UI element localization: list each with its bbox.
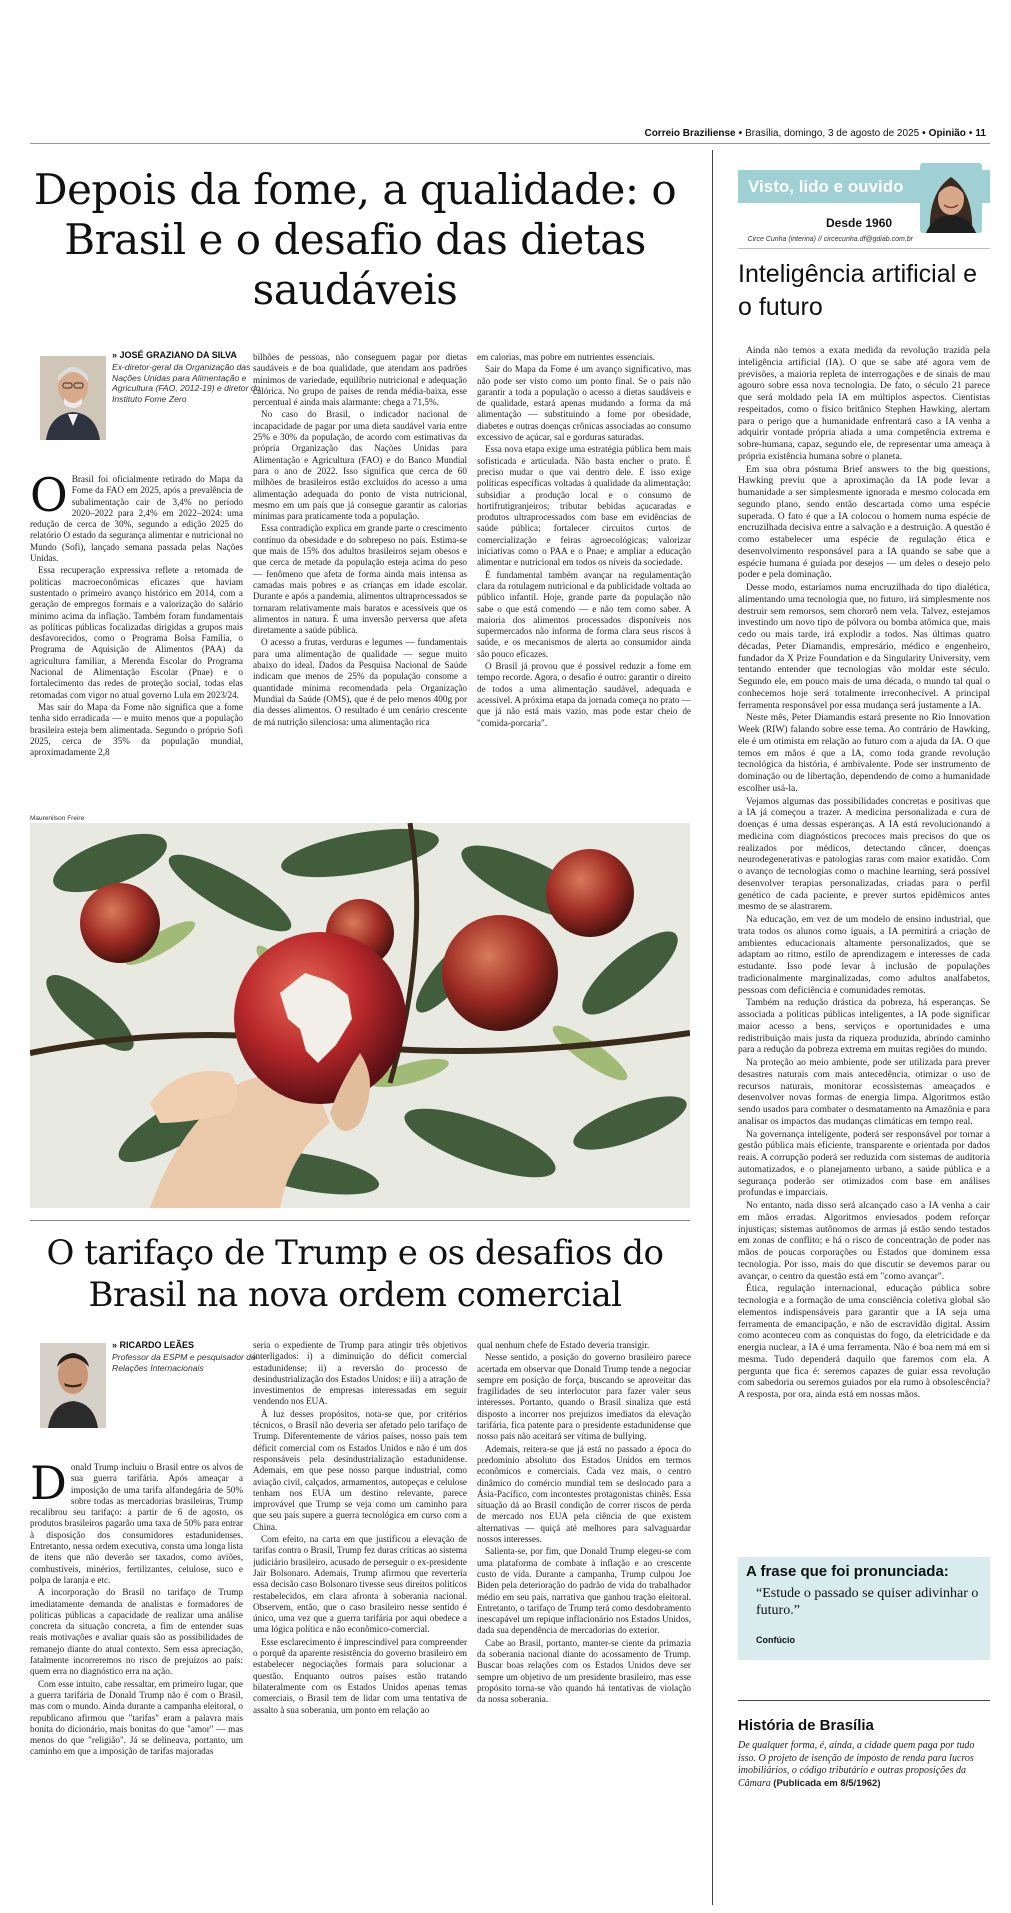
article2-dropcap: D bbox=[30, 1462, 67, 1510]
paragraph: O Brasil já provou que é possível reduzir a fome em tempo recorde. Agora, o desafio é outro: garantir o direito de todos a uma alimentação saudável, adequada e acessível. A próxima etapa da jornada começa no prato — que já não está mais vazio, mas pode estar cheio de "comida-porcaria". bbox=[477, 661, 691, 728]
paragraph: Também na redução drástica da pobreza, há esperanças. Se associada a políticas públicas inteligentes, a IA pode significar maior acesso a bens, serviços e oportunidades e uma redistribuição mais justa da riqueza produzida, abrindo caminho para a redução da pobreza extrema em muitas regiões do mundo. bbox=[738, 997, 990, 1056]
paragraph: Com efeito, na carta em que justificou a elevação de tarifas contra o Brasil, Trump fez duras críticas ao sistema judiciário brasileiro, acusado de perseguir o ex-presidente Jair Bolsonaro. Ademais, Trump afirmou que reverteria essa decisão caso Bolsonaro tivesse seus direitos políticos restabelecidos, em clara afronta à soberania nacional. Observem, então, que o caso brasileiro nesse sentido é único, uma vez que a guerra tarifária por aqui obedece a uma lógica política e não econômico-comercial. bbox=[253, 1534, 467, 1635]
paragraph: Nesse sentido, a posição do governo brasileiro parece acertada em observar que Donald Trump tende a negociar sempre em posição de força, buscando se aproveitar das fragilidades de seu interlocutor para fazer valer seus interesses. Portanto, quando o Brasil sinaliza que está disposto a incorrer nos prejuízos imediatos da elevação tarifária, fica patente para o presidente estadunidense que nosso país não aceitará ser vítima de bullying. bbox=[477, 1352, 691, 1442]
photo-credit: Maurenilson Freire bbox=[30, 815, 85, 822]
paragraph: onald Trump incluiu o Brasil entre os alvos de sua guerra tarifária. Após ameaçar a imposição de uma tarifa alfandegária de 50% sobre todas as mercadorias brasileiras, Trump recalibrou seu tarifaço: a partir de 6 de agosto, os produtos brasileiros pagarão uma taxa de 50% para entrar à disposição dos consumidores estadunidenses. Entretanto, nessa ordem executiva, consta uma longa lista de itens que não deverão ser taxados, como aviões, combustíveis, minérios, fertilizantes, celulose, suco e polpa de laranja e etc. bbox=[30, 1462, 243, 1585]
quote-text: “Estude o passado se quiser adivinhar o futuro.” bbox=[756, 1586, 979, 1618]
author2-photo bbox=[40, 1343, 106, 1428]
article2-column2 bbox=[253, 1340, 467, 1902]
paragraph: No caso do Brasil, o indicador nacional de incapacidade de pagar por uma dieta saudável varia entre 25% e 30% da população, de acordo com estimativas da própria Organização das Nações Unidas para Alimentação e Agricultura (FAO) e do Banco Mundial para o ano de 2022. Isso significa que cerca de 60 milhões de brasileiros estão excluídos do acesso a uma alimentação adequada do ponto de vista nutricional, mesmo em um país que já consegue garantir as calorias mínimas para praticamente toda a população. bbox=[253, 409, 467, 522]
paragraph: O acesso a frutas, verduras e legumes — fundamentais para uma alimentação de qualidade — segue muito abaixo do ideal. Dados da Pesquisa Nacional de Saúde indicam que menos de 25% da população consome a quantidade mínima recomendada pela Organização Mundial da Saúde (OMS), que é de pelo menos 400g por dia desses alimentos. O resultado é um cenário crescente de má nutrição silenciosa: uma alimentação rica bbox=[253, 637, 467, 727]
place-date: Brasília, domingo, 3 de agosto de 2025 bbox=[745, 128, 920, 139]
columnist-photo bbox=[920, 163, 982, 233]
paragraph: Salienta-se, por fim, que Donald Trump elegeu-se com uma plataforma de combate à inflação e ao crescente custo de vida. Durante a campanha, Trump culpou Joe Biden pela deterioração do padrão de vida do trabalhador médio em seu país, narrativa que ganhou tração eleitoral. Entretanto, o tarifaço de Trump terá como desdobramento inescapável um repique inflacionário nos Estados Unidos, dada sua dependência de mercadorias do exterior. bbox=[477, 1546, 691, 1636]
paragraph: qual nenhum chefe de Estado deveria transigir. bbox=[477, 1340, 650, 1350]
history-rule bbox=[738, 1700, 990, 1701]
author1-name: » JOSÉ GRAZIANO DA SILVA bbox=[112, 350, 237, 360]
paragraph: Ainda não temos a exata medida da revolução trazida pela inteligência artificial (IA). O que se sabe até agora vem de previsões, a maioria repleta de interrogações e de sinais de mau agouro sobre essa nova tecnologia. De fato, o século 21 parece que será moldado pela IA em múltiplos aspectos. Cientistas respeitados, como o físico britânico Stephen Hawking, alertam para o perigo que a humanidade enfrentará caso a IA venha a adquirir vontade própria aliada a uma competência extrema e sobre-humana, capaz, segundo ele, de representar uma ameaça à própria existência humana sobre o planeta. bbox=[738, 345, 990, 462]
paragraph: seria o expediente de Trump para atingir três objetivos interligados: i) a diminuição do déficit comercial estadunidense; ii) a reversão do processo de desindustrialização dos Estados Unidos; e iii) a atração de investimentos de empresas interessadas em seguir vendendo nos EUA. bbox=[253, 1340, 467, 1407]
paragraph: No entanto, nada disso será alcançado caso a IA venha a cair em mãos erradas. Algoritmos enviesados podem reforçar injustiças; sistemas autônomos de armas já estão sendo testados em zonas de conflito; e há o risco de concentração de poder nas mãos de poucas corporações ou Estados que dominem essa tecnologia. Por isso, mais do que discutir se devemos parar ou avançar, o centro da questão está em "como avançar". bbox=[738, 1200, 990, 1282]
article2-column1 bbox=[30, 1462, 243, 1902]
since-label: Desde 1960 bbox=[826, 216, 893, 230]
author1-photo bbox=[40, 356, 106, 440]
paragraph: Na proteção ao meio ambiente, pode ser utilizada para prever desastres naturais com mais antecedência, otimizar o uso de recursos naturais, monitorar ecossistemas ameaçados e desenvolver novas formas de energia limpa. Algoritmos estão sendo usados para combater o desmatamento na Amazônia e para analisar os impactos das mudanças climáticas em tempo real. bbox=[738, 1057, 990, 1127]
paragraph: Ademais, reitera-se que já está no passado a época do predomínio absoluto dos Estados Unidos em termos econômicos e comerciais. Cada vez mais, o centro dinâmico do comércio mundial tem se deslocado para a Ásia-Pacífico, com incontestes protagonistas chinês. Essa situação dá ao Brasil condição de correr riscos de perda de mercado nos EUA pela ciência de que existem alternativas — quiçá até melhores para salvaguardar nossos interesses. bbox=[477, 1443, 691, 1545]
paragraph: Brasil foi oficialmente retirado do Mapa da Fome da FAO em 2025, após a prevalência de subalimentação cair de 3,4% no período 2020–2022 para 2,4% em 2022–2024: uma redução de cerca de 30%, segundo a edição 2025 do relatório O estado da segurança alimentar e nutricional no Mundo (Sofi), lançado semana passada pelas Nações Unidas. bbox=[30, 474, 243, 564]
section-name: Opinião bbox=[928, 128, 966, 139]
paragraph: Essa nova etapa exige uma estratégia pública bem mais sofisticada e articulada. Não basta encher o prato. É preciso mudar o que vai dentro dele. E isso exige políticas específicas voltadas à qualidade da alimentação: subsidiar a produção local e o consumo de hortifrutigranjeiros; tributar bebidas açucaradas e produtos ultraprocessados com base em evidências de saúde pública; fortalecer circuitos curtos de comercialização e feiras agroecológicas; valorizar iniciativas como o PAA e o Pnae; e ampliar a educação alimentar e nutricional em todos os níveis da sociedade. bbox=[477, 444, 691, 568]
article2-headline: O tarifaço de Trump e os desafios do Brasil na nova ordem comercial bbox=[46, 1233, 664, 1315]
quote-author: Confúcio bbox=[756, 1635, 795, 1645]
article1-column2 bbox=[253, 352, 467, 804]
paragraph: Essa contradição explica em grande parte o crescimento contínuo da obesidade e do sobrepeso no país. Estima-se que mais de 15% dos adultos brasileiros sejam obesos e que cerca de metade da população esteja acima do peso — fenômeno que afeta de forma ainda mais intensa as camadas mais pobres e as crianças em idade escolar. Durante e após a pandemia, alimentos ultraprocessados se tornaram relativamente mais baratos e acessíveis que os alimentos in natura. É uma inversão perversa que afeta diretamente a saúde pública. bbox=[253, 523, 467, 636]
paragraph: Essa recuperação expressiva reflete a retomada de políticas macroeconômicas eficazes que haviam sustentado o primeiro avanço histórico em 2014, com a geração de empregos formais e a valorização do salário mínimo acima da inflação. Também foram fundamentais as políticas públicas focalizadas dirigidas a grupos mais desfavorecidos, como o Programa Bolsa Família, o Programa de Aquisição de Alimentos (PAA) da agricultura familiar, a Merenda Escolar do Programa Nacional de Alimentação Escolar (Pnae) e o fortalecimento das redes de proteção social, todas elas retomadas com vigor no atual governo Lula em 2023/24. bbox=[30, 565, 243, 700]
column-title: Inteligência artificial e o futuro bbox=[738, 260, 978, 321]
apple-illustration bbox=[30, 823, 690, 1208]
page-header: Correio Braziliense • Brasília, domingo, 3 de agosto de 2025 • Opinião • 11 bbox=[644, 128, 986, 139]
header-rule bbox=[30, 143, 990, 144]
paragraph: Sair do Mapa da Fome é um avanço significativo, mas não pode ser visto como um ponto final. Se o país não garantir a toda a população o acesso a dietas saudáveis e de qualidade, estará apenas mudando a forma da má alimentação — substituindo a fome por obesidade, diabetes e outras doenças crônicas associadas ao consumo excessivo de açúcar, sal e gorduras saturadas. bbox=[477, 364, 691, 443]
page-number: 11 bbox=[975, 128, 986, 139]
paragraph: Cabe ao Brasil, portanto, manter-se ciente da primazia da soberania nacional diante do acossamento de Trump. Buscar boas relações com os Estados Unidos deve ser sempre um objetivo de um presidente brasileiro, mas esse propósito torna-se vão quando há tentativas de violação da nossa soberania. bbox=[477, 1637, 691, 1705]
history-ref: (Publicada em 8/5/1962) bbox=[773, 1777, 881, 1789]
paragraph: Desse modo, estaríamos numa encruzilhada do tipo dialética, alimentando uma tecnologia que, no futuro, irá simplesmente nos destruir sem remorsos, sem chororô nem vela. Talvez, estejamos investindo um novo tipo de pólvora ou bomba atômica que, mais cedo ou mais tarde, irá explodir a todos. Nas últimas quatro décadas, Peter Diamandis, empresário, médico e engenheiro, fundador da X Prize Foundation e da Singularity University, vem tentando entender que tecnologias vão moldar este século. Segundo ele, em pouco mais de uma década, o mundo tal qual o conhecemos hoje será totalmente irreconhecível. A principal ferramenta responsável por essa mudança será justamente a IA. bbox=[738, 582, 990, 711]
section-rule bbox=[30, 1220, 690, 1221]
history-text: De qualquer forma, é, ainda, a cidade quem paga por tudo isso. O projeto de isenção de imposto de renda para lucros imobiliários, o código tributário e outras proposições da Câmara (Publicada em 8/5/1962) bbox=[738, 1740, 975, 1789]
paragraph: Neste mês, Peter Diamandis estará presente no Rio Innovation Week (RIW) falando sobre esse tema. Ao contrário de Hawking, ele é um otimista em relação ao futuro com a ajuda da IA. O que temos em mãos é que a IA, como toda grande revolução tecnológica da história, é ambivalente. Pode ser instrumento de dominação ou de libertação, dependendo de como a humanidade escolher usá-la. bbox=[738, 712, 990, 794]
paragraph: Ética, regulação internacional, educação pública sobre tecnologia e a formação de uma consciência coletiva global são elementos indispensáveis para garantir que a IA seja uma ferramenta de emancipação, e não de escravidão digital. Assim como aconteceu com as conquistas do fogo, da eletricidade e da energia nuclear, a IA é uma ferramenta. Não é boa nem má em si mesma. Tudo dependerá daquilo que faremos com ela. A pergunta que fica é: seremos capazes de guiar essa revolução com sabedoria ou seremos guiados por ela rumo à obsolescência? A resposta, por ora, ainda está em nossas mãos. bbox=[738, 1283, 990, 1400]
paragraph: À luz desses propósitos, nota-se que, por critérios técnicos, o Brasil não deveria ser afetado pelo tarifaço de Trump. Diferentemente de vários países, nosso país tem déficit comercial com os Estados Unidos e não é um dos responsáveis pela desindustrialização estadunidense. Ademais, em que pese nosso parque industrial, como aviação civil, calçados, armamentos, autopeças e celulose tenham nos EUA um destino relevante, parece improvável que Trump se veja como um caminho para que seu país supere a guerra tecnológica em curso com a China. bbox=[253, 1408, 467, 1532]
author2-name: » RICARDO LEÃES bbox=[112, 1340, 195, 1350]
paragraph: A incorporação do Brasil no tarifaço de Trump imediatamente demanda de analistas e formadores de políticas públicas a capacidade de realizar uma análise concreta da situação concreta, a fim de entender suas reais motivações e avaliar quais são as possibilidades de remanejo diante do atual contexto. Sem essa apreciação, fatalmente incorreremos no risco de prejuízos ao país: quem erra no diagnóstico erra na ação. bbox=[30, 1587, 243, 1677]
paragraph: Mas sair do Mapa da Fome não significa que a fome tenha sido erradicada — e muito menos que a população brasileira esteja bem alimentada. Segundo o próprio Sofi 2025, cerca de 35% da população mundial, aproximadamente 2,8 bbox=[30, 701, 243, 758]
column-body bbox=[738, 345, 990, 1535]
paragraph: bilhões de pessoas, não conseguem pagar por dietas saudáveis e de boa qualidade, que atendam aos padrões mínimos de variedade, equilíbrio nutricional e adequação calórica. No grupo de países de renda média-baixa, esse percentual é ainda mais alarmante: chega a 71,5%. bbox=[253, 352, 467, 408]
article1-dropcap: O bbox=[30, 474, 68, 522]
column-divider bbox=[712, 150, 713, 1905]
paragraph: Com esse intuito, cabe ressaltar, em primeiro lugar, que a guerra tarifária de Donald Trump não é com o Brasil, mas com o mundo. Ainda durante a campanha eleitoral, o republicano afirmou que "tarifas" eram a palavra mais bonita do dicionário, mais bonitas do que "amor" — mas menos do que "religião". Já se delineava, portanto, um caminho em que a imposição de tarifas majoradas bbox=[30, 1678, 243, 1757]
paragraph: Na educação, em vez de um modelo de ensino industrial, que trata todos os alunos como iguais, a IA permitirá a criação de ambientes educacionais altamente personalizados, que se adaptam ao ritmo, estilo de aprendizagem e interesses de cada estudante. Isso pode levar à inclusão de populações tradicionalmente marginalizadas, como adultos analfabetos, pessoas com deficiência e comunidades remotas. bbox=[738, 914, 990, 996]
article2-column3 bbox=[477, 1340, 691, 1902]
author1-bio: Ex-diretor-geral da Organização das Nações Unidas para Alimentação e Agricultura (FAO, 2012-19) e diretor do Instituto Fome Zero bbox=[112, 362, 261, 404]
author2-bio: Professor da ESPM e pesquisador de Relações Internacionais bbox=[112, 1352, 256, 1373]
article1-column1 bbox=[30, 474, 243, 804]
quote-title: A frase que foi pronunciada: bbox=[746, 1563, 949, 1580]
history-title: História de Brasília bbox=[738, 1717, 874, 1734]
article1-headline: Depois da fome, a qualidade: o Brasil e o desafio das dietas saudáveis bbox=[33, 165, 677, 314]
paragraph: Na governança inteligente, poderá ser responsável por tornar a gestão pública mais eficiente, transparente e orientada por dados reais. A corrupção poderá ser reduzida com sistemas de auditoria automatizados, e o planejamento urbano, a saúde pública e a segurança poderão ser otimizados com base em análises profundas e imparciais. bbox=[738, 1128, 990, 1199]
column-rule bbox=[738, 248, 990, 249]
paragraph: em calorias, mas pobre em nutrientes essenciais. bbox=[477, 352, 656, 362]
paragraph: Vejamos algumas das possibilidades concretas e positivas que a IA já começou a trazer. A medicina personalizada e cura de doenças é uma dessas esperanças. A IA está revolucionando a medicina com diagnósticos precoces mais precisos do que os realizados por médicos, detectando câncer, doenças neurodegenerativas e patologias raras com maior exatidão. Com o avanço de tecnologias como o machine learning, será possível desenvolver terapias personalizadas, criadas para o perfil genético de cada paciente, e prever surtos epidêmicos antes mesmo de se alastrarem. bbox=[738, 795, 990, 913]
article1-column3 bbox=[477, 352, 691, 804]
paper-name: Correio Braziliense bbox=[644, 128, 736, 139]
paragraph: Em sua obra póstuma Brief answers to the big questions, Hawking previu que a aproximação da IA pode levar a humanidade a ser simplesmente ignorada e mesmo colocada em segundo plano, sendo então descartada como uma espécie superada. O fato é que a IA colocou o homem numa espécie de encruzilhada decisiva entre a salvação e a destruição. A questão é como estabelecer uma espécie de regulação ética e desenvolvimento responsável para a IA quando se sabe que a espécie humana é guiada por desejos — um deles o desejo pelo poder e pela dominação. bbox=[738, 463, 990, 581]
column-section-title: Visto, lido e ouvido bbox=[748, 177, 904, 196]
columnist-email: Circe Cunha (interina) // circecunha.df@gdiab.com.br bbox=[747, 236, 913, 243]
paragraph: Esse esclarecimento é imprescindível para compreender o porquê da aparente resistência do governo brasileiro em estabelecer negociações formais para solucionar a questão. Enquanto outros países estão tratando bilateralmente com os Estados Unidos apenas temas comerciais, o Brasil tem de lidar com uma tentativa de assalto à sua soberania, um ponto em relação ao bbox=[253, 1636, 467, 1715]
paragraph: É fundamental também avançar na regulamentação clara da rotulagem nutricional e da publicidade voltada ao público infantil. Hoje, grande parte da população não sabe o que está comendo — e não tem como saber. A maioria dos alimentos processados disponíveis nos supermercados não informa de forma clara seus riscos à saúde, e os mecanismos de alerta ao consumidor ainda são pouco eficazes. bbox=[477, 569, 691, 659]
